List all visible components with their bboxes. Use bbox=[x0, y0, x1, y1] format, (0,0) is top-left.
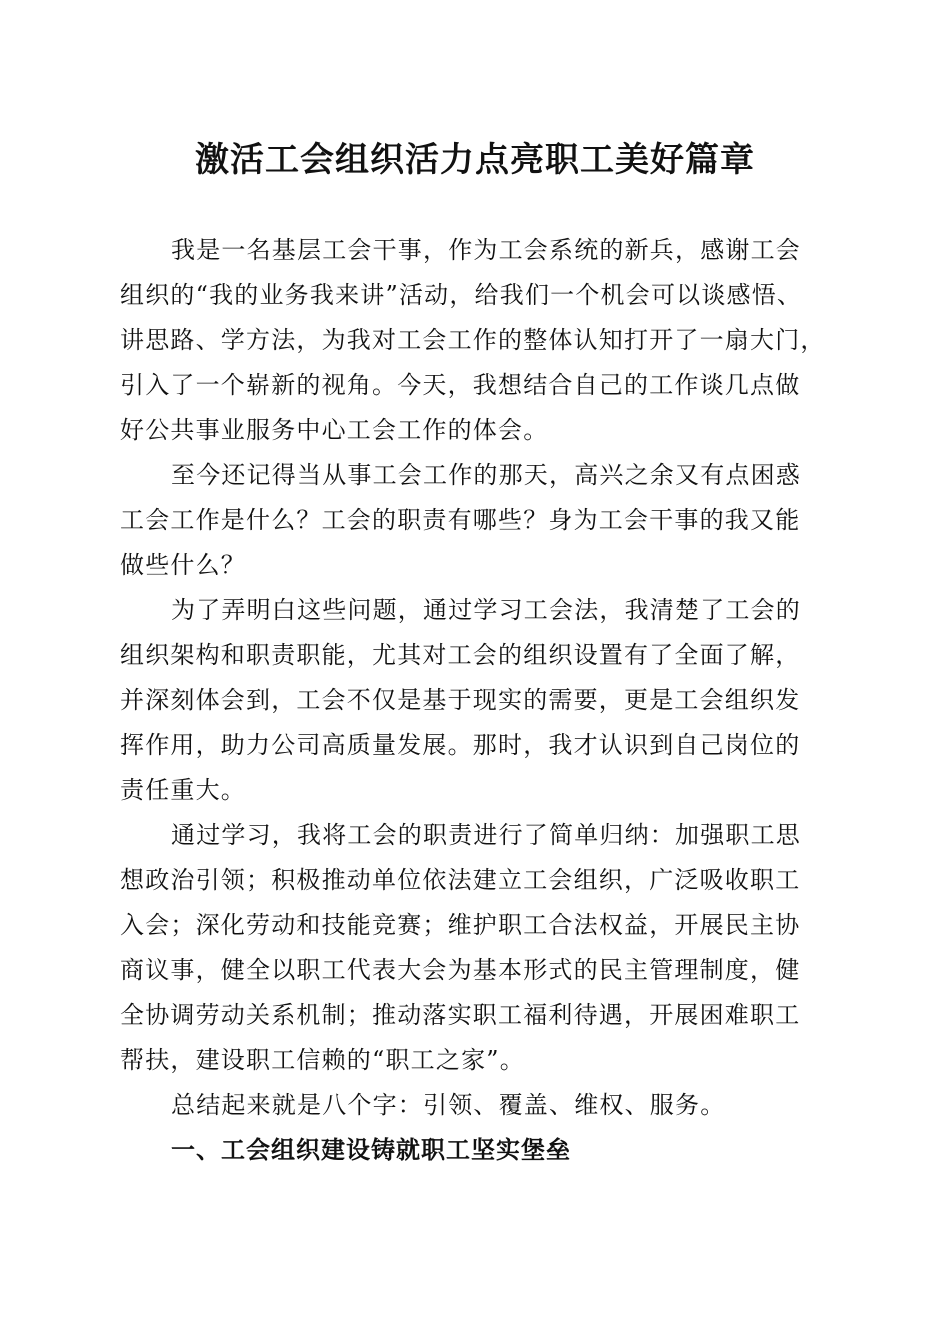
section-heading: 一、工会组织建设铸就职工坚实堡垒 bbox=[171, 1136, 571, 1164]
paragraph-line: 组织架构和职责职能，尤其对工会的组织设置有了全面了解， bbox=[120, 641, 801, 669]
paragraph-line: 引入了一个崭新的视角。今天，我想结合自己的工作谈几点做 bbox=[120, 371, 801, 399]
paragraph-1 bbox=[120, 228, 832, 453]
paragraph-line: 入会；深化劳动和技能竞赛；维护职工合法权益，开展民主协 bbox=[120, 911, 801, 939]
paragraph-line: 帮扶，建设职工信赖的“职工之家”。 bbox=[120, 1046, 525, 1074]
paragraph-line: 责任重大。 bbox=[120, 776, 246, 804]
paragraph-line: 商议事，健全以职工代表大会为基本形式的民主管理制度，健 bbox=[120, 956, 801, 984]
paragraph-line: 想政治引领；积极推动单位依法建立工会组织，广泛吸收职工 bbox=[120, 866, 801, 894]
paragraph-5 bbox=[120, 1083, 832, 1128]
paragraph-line: 组织的“我的业务我来讲”活动，给我们一个机会可以谈感悟、 bbox=[120, 281, 803, 309]
paragraph-line: 至今还记得当从事工会工作的那天，高兴之余又有点困惑 bbox=[171, 461, 801, 489]
paragraph-line: 全协调劳动关系机制；推动落实职工福利待遇，开展困难职工 bbox=[120, 1001, 801, 1029]
paragraph-2 bbox=[120, 453, 832, 588]
paragraph-line: 通过学习，我将工会的职责进行了简单归纳：加强职工思 bbox=[171, 821, 801, 849]
paragraph-line: 好公共事业服务中心工会工作的体会。 bbox=[120, 416, 549, 444]
paragraph-line: 为了弄明白这些问题，通过学习工会法，我清楚了工会的 bbox=[171, 596, 801, 624]
paragraph-line: 讲思路、学方法，为我对工会工作的整体认知打开了一扇大门， bbox=[120, 326, 826, 354]
paragraph-line: 总结起来就是八个字：引领、覆盖、维权、服务。 bbox=[171, 1091, 726, 1119]
document-title: 激活工会组织活力点亮职工美好篇章 bbox=[195, 140, 755, 180]
paragraph-4 bbox=[120, 813, 832, 1083]
paragraph-line: 挥作用，助力公司高质量发展。那时，我才认识到自己岗位的 bbox=[120, 731, 801, 759]
paragraph-line: 做些什么？ bbox=[120, 551, 246, 579]
paragraph-line: 我是一名基层工会干事，作为工会系统的新兵，感谢工会 bbox=[171, 236, 801, 264]
document-body bbox=[120, 228, 832, 1173]
paragraph-3 bbox=[120, 588, 832, 813]
paragraph-line: 工会工作是什么？工会的职责有哪些？身为工会干事的我又能 bbox=[120, 506, 801, 534]
paragraph-line: 并深刻体会到，工会不仅是基于现实的需要，更是工会组织发 bbox=[120, 686, 801, 714]
